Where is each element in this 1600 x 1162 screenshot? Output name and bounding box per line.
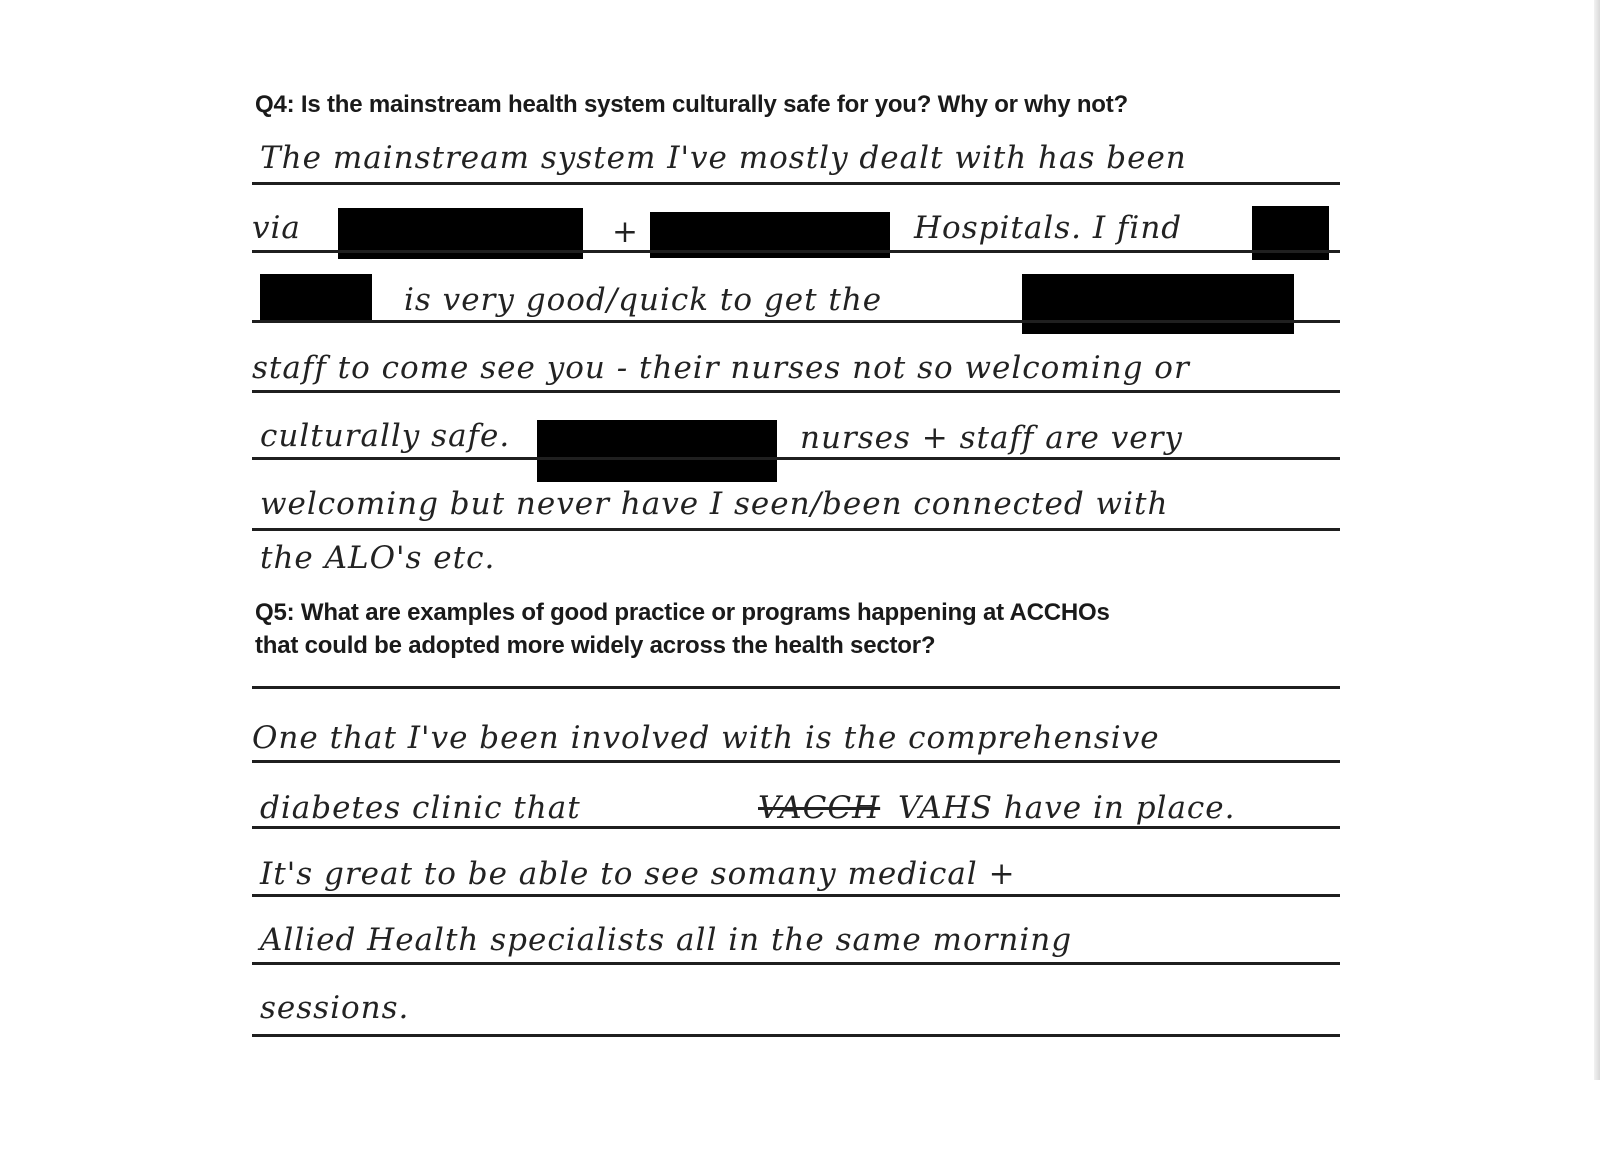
redaction-box (537, 420, 777, 482)
q4-answer-line-6: welcoming but never have I seen/been connected with (260, 486, 1169, 522)
redaction-box (1022, 274, 1294, 334)
answer-rule (252, 250, 1340, 253)
q5-answer-line-3: It's great to be able to see somany medical + (260, 856, 1016, 892)
answer-rule (252, 182, 1340, 185)
q4-answer-line-1: The mainstream system I've mostly dealt with has been (260, 140, 1187, 176)
redaction-box (260, 274, 372, 322)
scan-edge (1594, 0, 1600, 1080)
answer-rule (252, 826, 1340, 829)
q4-answer-line-5a: culturally safe. (260, 418, 511, 454)
answer-rule (252, 962, 1340, 965)
q5-answer-line-4: Allied Health specialists all in the same morning (260, 922, 1073, 958)
answer-rule (252, 320, 1340, 323)
q5-answer-line-5: sessions. (260, 990, 410, 1026)
q4-answer-line-4: staff to come see you - their nurses not so welcoming or (252, 350, 1190, 386)
answer-rule (252, 686, 1340, 689)
question-q5-line-1: Q5: What are examples of good practice or programs happening at ACCHOs (255, 599, 1110, 626)
answer-rule (252, 390, 1340, 393)
q5-answer-line-2b: VAHS have in place. (898, 790, 1236, 826)
answer-rule (252, 894, 1340, 897)
q4-answer-line-5b: nurses + staff are very (800, 420, 1183, 456)
q4-answer-line-3: is very good/quick to get the (404, 282, 883, 318)
q5-answer-line-2a: diabetes clinic that (260, 790, 581, 826)
answer-rule (252, 760, 1340, 763)
q5-answer-line-1: One that I've been involved with is the comprehensive (252, 720, 1160, 756)
answer-rule (252, 528, 1340, 531)
q4-answer-line-2b: + (612, 214, 639, 250)
question-q5 (255, 596, 1335, 662)
q5-struck-text: VACCH (758, 790, 881, 826)
q4-answer-line-7: the ALO's etc. (260, 540, 496, 576)
answer-rule (252, 457, 1340, 460)
q4-answer-line-2c: Hospitals. I find (914, 210, 1183, 246)
question-q4: Q4: Is the mainstream health system culturally safe for you? Why or why not? (255, 91, 1128, 118)
question-q5-line-2: that could be adopted more widely across the health sector? (255, 632, 936, 659)
answer-rule (252, 1034, 1340, 1037)
q4-answer-line-2a: via (252, 210, 301, 246)
